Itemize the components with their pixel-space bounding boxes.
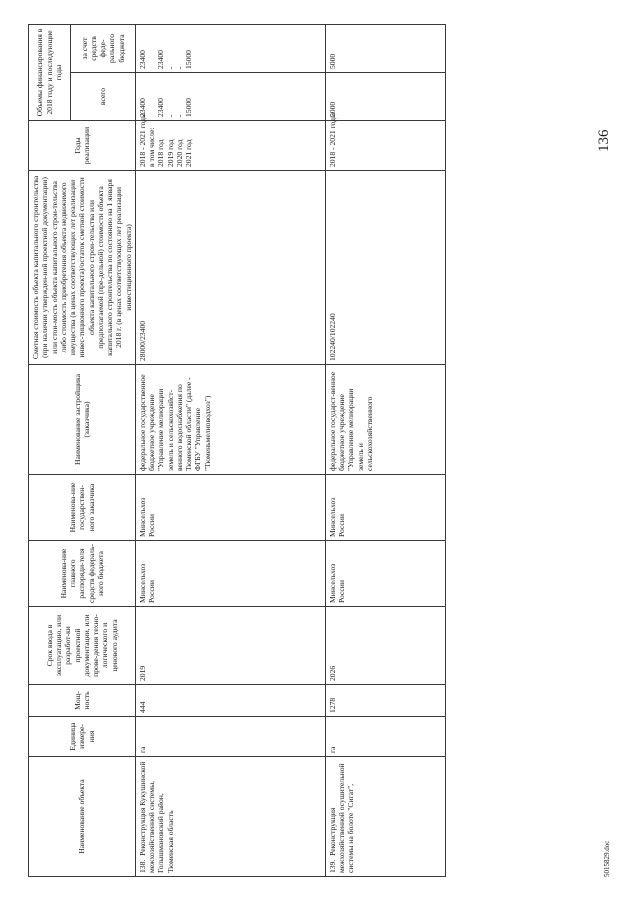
financing-table <box>28 24 446 877</box>
object-name-cell <box>135 757 325 877</box>
header-state-customer: Наименова-ние государствен-ного заказчика <box>29 475 136 541</box>
customer-cell: Минсельхоз России <box>135 475 325 541</box>
years-line: 2020 год <box>174 139 184 167</box>
header-years: Годы реализации <box>29 121 136 171</box>
header-financing-group: Объемы финансирования в 2018 году и последующие годы <box>29 25 71 121</box>
object-name: Реконструкция Кукушинской межхозяйственной системы, Голышмановский район, Тюменская область <box>137 761 175 873</box>
total-cell <box>325 73 445 121</box>
federal-line: - <box>165 66 175 69</box>
federal-line: 23400 <box>156 50 166 69</box>
row-number: 138. <box>137 859 147 873</box>
manager-cell: Минсельхоз России <box>325 541 445 607</box>
total-line: - <box>165 114 175 117</box>
years-cell <box>135 112 325 171</box>
header-developer: Наименование застройщика (заказчика) <box>29 365 136 475</box>
federal-line: - <box>174 66 184 69</box>
unit-cell: га <box>325 717 445 757</box>
header-unit: Единица измере-ния <box>29 717 136 757</box>
federal-cell <box>325 25 445 73</box>
capacity-cell: 1278 <box>325 685 445 717</box>
header-budget-manager: Наименова-ние главного распоряди-теля средств федераль-ного бюджета <box>29 541 136 607</box>
developer-cell: федеральное государственное бюджетное учреждение "Управление мелиорации земель и сельскохозяйст-венного водоснабжения по Тюменской области" (далее - ФГБУ "Управление "Тюменьмелиоводхоз") <box>135 365 325 475</box>
total-line: - <box>174 114 184 117</box>
header-financing-total: всего <box>70 73 135 121</box>
total-line: 5000 <box>327 101 337 117</box>
federal-line <box>147 28 156 69</box>
federal-line: 15000 <box>184 50 193 69</box>
header-capacity: Мощ-ность <box>29 685 136 717</box>
file-name: 5015829.doc <box>603 840 611 877</box>
object-name-cell <box>325 757 445 877</box>
year-cell: 2026 <box>325 607 445 685</box>
header-commissioning-date: Срок ввода в эксплуатацию, или разработ-ки проектной документации, или прове-дения техно-логического и ценового аудита <box>29 607 136 685</box>
page-number: 136 <box>596 129 612 152</box>
years-line: в том числе: <box>147 127 156 167</box>
developer-cell: федеральное государст-венное бюджетное учреждение "Управление мелиорации земель и сельскохозяйственного <box>325 365 445 475</box>
header-estimated-cost: Сметная стоимость объекта капитального строительства (при наличии утвержден-ной проектной документации) или стои-мость объекта капитального строи-тельства либо стоимость приобретения объекта недвижимого имущества (в ценах соответствующих лет реализации инвес-тиционного проекта)/остаток сметной стоимости объекта капитального строи-тельства или предполагаемой (пре-дельной) стоимости объекта капитального строительства по состоянию на 1 января 2018 г. (в ценах соответствующих лет реализации инвестиционного проекта) <box>29 171 136 365</box>
federal-cell <box>135 25 325 73</box>
header-financing-federal: за счет средств феде-рального бюджета <box>70 25 135 73</box>
table-row <box>325 25 445 877</box>
cost-cell: 102240/102240 <box>325 171 445 365</box>
object-name: Реконструкция межхозяйственной осушительной системы на болоте "Сигат", <box>327 763 356 873</box>
years-line: 2021 год <box>184 139 193 167</box>
federal-line: 23400 <box>137 50 147 69</box>
total-cell <box>135 73 325 121</box>
total-line: 15000 <box>184 98 193 117</box>
row-number: 139. <box>327 859 337 873</box>
cost-cell: 28000/23400 <box>135 171 325 365</box>
years-line: 2018 - 2021 годы <box>137 112 147 167</box>
year-cell: 2019 <box>135 607 325 685</box>
years-line: 2018 год <box>156 139 166 167</box>
customer-cell: Минсельхоз России <box>325 475 445 541</box>
total-line: 23400 <box>137 98 147 117</box>
total-line <box>147 76 156 117</box>
unit-cell: га <box>135 717 325 757</box>
years-cell <box>325 112 445 171</box>
federal-line: 5000 <box>327 53 337 69</box>
total-line: 23400 <box>156 98 166 117</box>
years-line: 2018 - 2021 годы <box>327 112 337 167</box>
table-row <box>135 25 325 877</box>
capacity-cell: 444 <box>135 685 325 717</box>
years-line: 2019 год <box>165 139 175 167</box>
header-object-name: Наименование объекта <box>29 757 136 877</box>
manager-cell: Минсельхоз России <box>135 541 325 607</box>
